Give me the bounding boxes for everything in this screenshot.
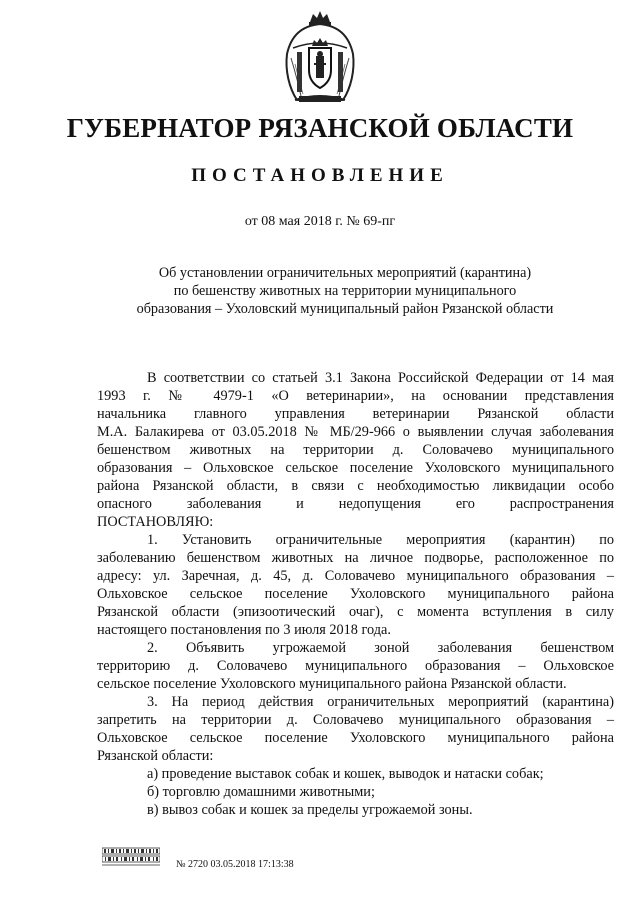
body-line: сельское поселение Ухоловского муниципального района Рязанской области.: [97, 676, 567, 692]
body-line: начальника главного управления ветеринарии Рязанской области: [97, 406, 614, 422]
body-line: ПОСТАНОВЛЯЮ:: [97, 514, 214, 530]
body-line: 1993 г. № 4979-1 «О ветеринарии», на основании представления: [97, 388, 614, 404]
body-line: бешенством животных на территории д. Соловачево муниципального: [97, 442, 614, 458]
document-type: ПОСТАНОВЛЕНИЕ: [191, 165, 449, 186]
body-line: В соответствии со статьей 3.1 Закона Российской Федерации от 14 мая: [147, 370, 614, 386]
body-line: Рязанской области:: [97, 748, 214, 764]
body-line: запретить на территории д. Соловачево муниципального образования –: [97, 712, 614, 728]
body-line: опасного заболевания и недопущения его распространения: [97, 496, 614, 512]
barcode-stamp-icon: [102, 846, 160, 868]
footer: [96, 842, 456, 872]
body-line: адресу: ул. Заречная, д. 45, д. Соловачево муниципального образования –: [97, 568, 614, 584]
body-line: М.А. Балакирева от 03.05.2018 № МБ/29-966 о выявлении случая заболевания: [97, 424, 614, 440]
subject-line: Об установлении ограничительных мероприятий (карантина): [158, 265, 532, 281]
subject-block: [120, 264, 570, 318]
registration-stamp: № 2720 03.05.2018 17:13:38: [176, 859, 294, 870]
subject-line: образования – Ухоловский муниципальный район Рязанской области: [136, 301, 554, 317]
body-line: в) вывоз собак и кошек за пределы угрожаемой зоны.: [147, 802, 473, 818]
governor-title: ГУБЕРНАТОР РЯЗАНСКОЙ ОБЛАСТИ: [66, 113, 574, 143]
body-line: Ольховское сельское поселение Ухоловского муниципального района: [97, 730, 614, 746]
body-line: 1. Установить ограничительные мероприятия (карантин) по: [147, 532, 614, 548]
body-line: а) проведение выставок собак и кошек, выводок и натаски собак;: [147, 766, 544, 782]
body-line: образования – Ольховское сельское поселение Ухоловского муниципального: [97, 460, 614, 476]
body-line: Ольховское сельское поселение Ухоловского муниципального района: [97, 586, 614, 602]
body-line: б) торговлю домашними животными;: [147, 784, 375, 800]
date-number: от 08 мая 2018 г. № 69-пг: [244, 214, 396, 229]
subject-line: по бешенству животных на территории муниципального: [173, 283, 517, 299]
body-line: Рязанской области (эпизоотический очаг), с момента вступления в силу: [97, 604, 614, 620]
body-line: 3. На период действия ограничительных мероприятий (карантина): [147, 694, 614, 710]
coat-of-arms-emblem: [283, 8, 357, 106]
body-line: района Рязанской области, в связи с необходимостью ликвидации особо: [97, 478, 614, 494]
body-line: настоящего постановления по 3 июля 2018 года.: [97, 622, 391, 638]
body-text: [97, 369, 614, 819]
body-line: территорию д. Соловачево муниципального образования – Ольховское: [97, 658, 614, 674]
body-line: 2. Объявить угрожаемой зоной заболевания бешенством: [147, 640, 614, 656]
body-line: заболеванию бешенством животных на личное подворье, расположенное по: [97, 550, 614, 566]
